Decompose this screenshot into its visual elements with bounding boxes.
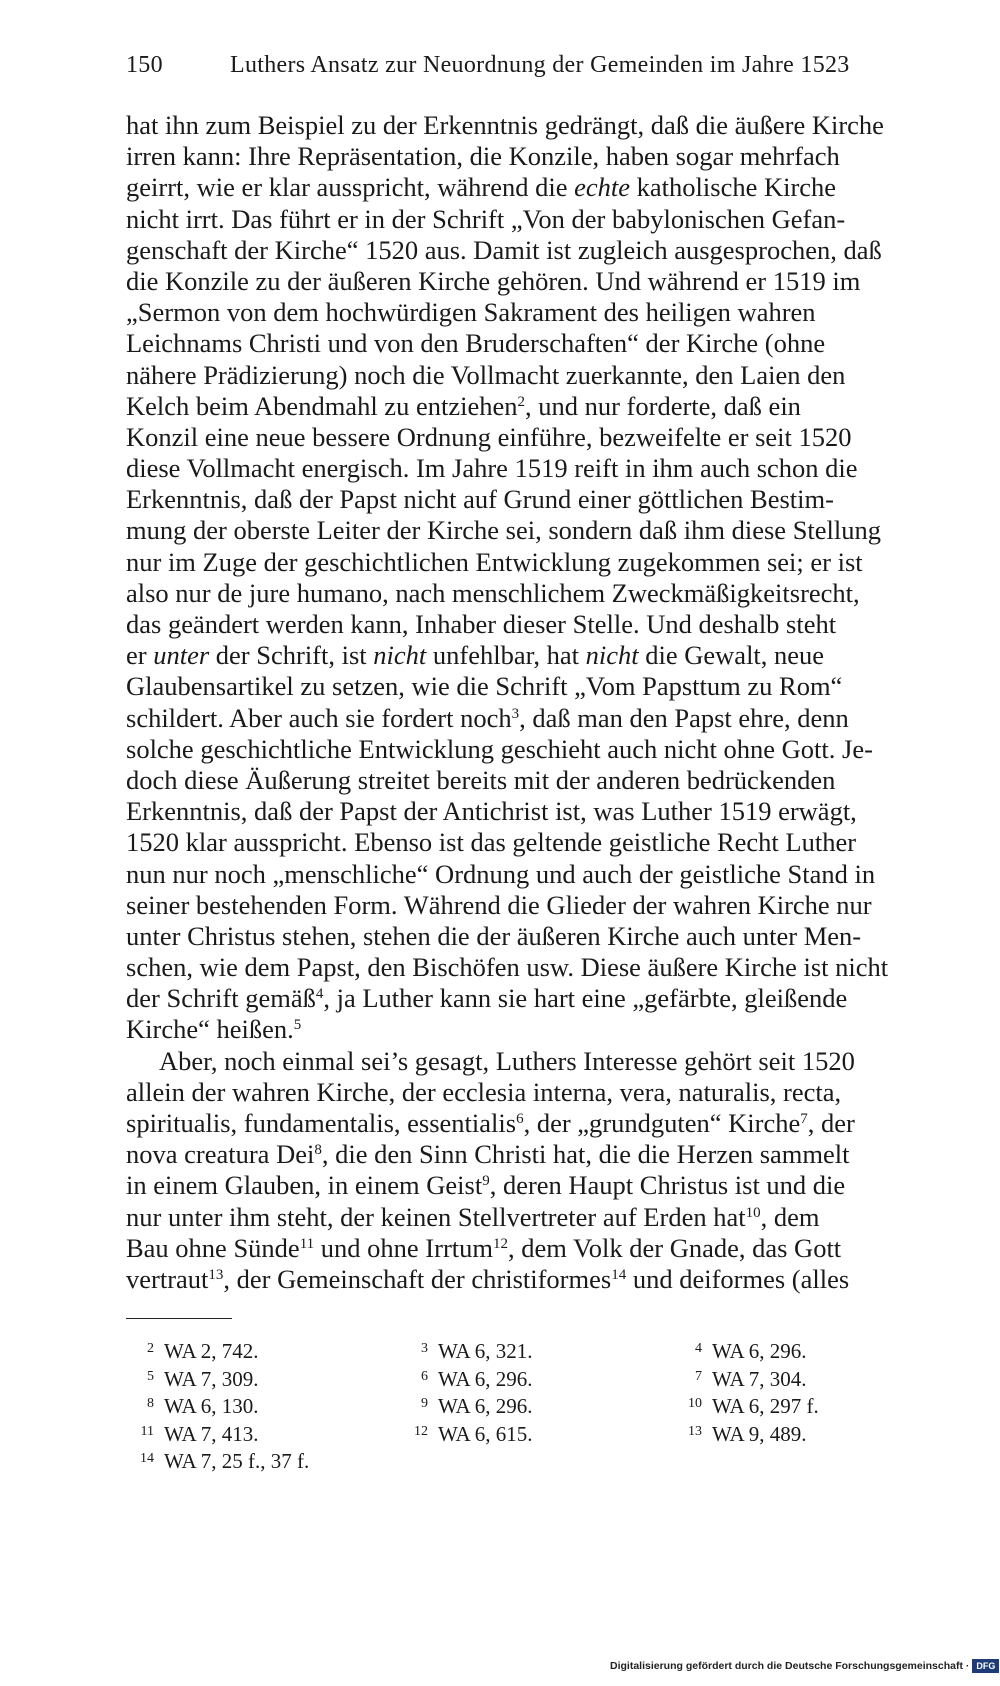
main-text — [126, 110, 956, 1295]
emphasis: unter — [153, 640, 210, 671]
text-line: die Konzile zu der äußeren Kirche gehören. Und während er 1519 im — [126, 265, 861, 296]
footnote-ref: 4 — [315, 986, 324, 1003]
page-header — [126, 52, 886, 86]
digitization-credit — [610, 1659, 998, 1677]
text-line: in einem Glauben, in einem Geist$^9$, deren Haupt Christus ist und die — [126, 1170, 846, 1201]
footnote-ref: 9 — [482, 1173, 490, 1190]
text-line: schen, wie dem Papst, den Bischöfen usw. Diese äußere Kirche ist nicht — [126, 952, 889, 983]
footnote: 3 WA 6, 321. — [421, 1339, 533, 1363]
footnote: 5 WA 7, 309. — [147, 1366, 259, 1391]
text-line: Bau ohne Sünde$^{11}$ und ohne Irrtum$^{12}$, dem Volk der Gnade, das Gott — [126, 1232, 842, 1263]
text-line: Leichnams Christi und von den Bruderschaften“ der Kirche (ohne — [126, 328, 826, 359]
text-line: nova creatura Dei$^8$, die den Sinn Christi hat, die die Herzen sammelt — [126, 1139, 850, 1170]
text-line: nur im Zuge der geschichtlichen Entwicklung zugekommen sei; er ist — [126, 546, 863, 577]
footnote-row — [126, 1338, 956, 1366]
footnote-ref: 3 — [511, 705, 520, 722]
footnote-row — [126, 1421, 956, 1449]
text-line: diese Vollmacht energisch. Im Jahre 1519 reift in ihm auch schon die — [126, 453, 858, 484]
credit-text: Digitalisierung gefördert durch die Deutsche Forschungsgemeinschaft · — [610, 1659, 970, 1672]
footnote: 8 WA 6, 130. — [147, 1394, 259, 1418]
text-line: vertraut$^{13}$, der Gemeinschaft der christiformes$^{14}$ und deiformes (alles — [126, 1263, 850, 1294]
footnote-ref: 10 — [745, 1204, 761, 1221]
footnotes — [126, 1338, 956, 1476]
emphasis: nicht — [373, 640, 427, 671]
text-line: Erkenntnis, daß der Papst der Antichrist ist, was Luther 1519 erwägt, — [126, 796, 857, 827]
text-line: Kelch beim Abendmahl zu entziehen$^2$, und nur forderte, daß ein — [126, 390, 801, 421]
footnote-ref: 2 — [517, 393, 525, 410]
emphasis: echte — [574, 172, 631, 203]
text-line: Aber, noch einmal sei’s gesagt, Luthers Interesse gehört seit 1520 — [159, 1045, 855, 1076]
dfg-logo: DFG — [972, 1659, 999, 1673]
text-line: nur unter ihm steht, der keinen Stellvertreter auf Erden hat$^{10}$, dem — [126, 1201, 820, 1232]
text-line: das geändert werden kann, Inhaber dieser Stelle. Und deshalb steht — [126, 609, 837, 639]
footnote-ref: 14 — [611, 1266, 627, 1283]
footnote-ref: 6 — [516, 1111, 524, 1127]
text-line: Konzil eine neue bessere Ordnung einführe, bezweifelte er seit 1520 — [126, 421, 852, 452]
page-number: 150 — [126, 52, 163, 78]
text-line: 1520 klar ausspricht. Ebenso ist das geltende geistliche Recht Luther — [126, 827, 857, 858]
footnote-ref: 12 — [493, 1235, 508, 1252]
footnote-row — [126, 1448, 956, 1476]
text-line: doch diese Äußerung streitet bereits mit der anderen bedrückenden — [126, 764, 836, 795]
text-line: also nur de jure humano, nach menschlichem Zweckmäßigkeitsrecht, — [126, 577, 860, 608]
footnote: 7 WA 7, 304. — [695, 1366, 807, 1391]
text-line: Glaubensartikel zu setzen, wie die Schrift „Vom Papsttum zu Rom“ — [126, 671, 843, 702]
footnote: 2 WA 2, 742. — [147, 1339, 259, 1363]
text-line: mung der oberste Leiter der Kirche sei, sondern daß ihm diese Stellung — [126, 515, 882, 546]
text-line: nähere Prädizierung) noch die Vollmacht zuerkannte, den Laien den — [126, 359, 846, 390]
footnote-row — [126, 1366, 956, 1394]
text-line: irren kann: Ihre Repräsentation, die Konzile, haben sogar mehrfach — [126, 141, 840, 172]
footnote: 11 WA 7, 413. — [140, 1421, 259, 1446]
footnote-ref: 13 — [208, 1266, 224, 1283]
footnote-ref: 5 — [293, 1017, 302, 1034]
running-head: Luthers Ansatz zur Neuordnung der Gemeinden im Jahre 1523 — [230, 52, 850, 78]
text-line: Erkenntnis, daß der Papst nicht auf Grund einer göttlichen Bestim- — [126, 484, 834, 515]
footnote: 9 WA 6, 296. — [421, 1394, 533, 1418]
text-line: nicht irrt. Das führt er in der Schrift „Von der babylonischen Gefan- — [126, 203, 846, 234]
text-line: genschaft der Kirche“ 1520 aus. Damit ist zugleich ausgesprochen, daß — [126, 234, 882, 265]
emphasis: nicht — [585, 640, 639, 671]
text-line: schildert. Aber auch sie fordert noch$^3$, daß man den Papst ehre, denn — [126, 702, 849, 733]
footnote: 4 WA 6, 296. — [695, 1339, 807, 1363]
text-line: seiner bestehenden Form. Während die Glieder der wahren Kirche nur — [126, 889, 872, 920]
footnote-ref: 11 — [299, 1235, 315, 1252]
text-line: unter Christus stehen, stehen die der äußeren Kirche auch unter Men- — [126, 920, 862, 951]
footnote-row — [126, 1393, 956, 1421]
text-line: nun nur noch „menschliche“ Ordnung und auch der geistliche Stand in — [126, 858, 876, 889]
footnote: 13 WA 9, 489. — [688, 1421, 807, 1446]
footnote: 6 WA 6, 296. — [421, 1366, 533, 1391]
footnote: 12 WA 6, 615. — [414, 1421, 533, 1446]
footnote-ref: 7 — [800, 1111, 808, 1127]
text-line: „Sermon von dem hochwürdigen Sakrament des heiligen wahren — [126, 297, 816, 328]
text-line: spiritualis, fundamentalis, essentialis$^6$, der „grundguten“ Kirche$^7$, der — [126, 1108, 855, 1138]
text-line: allein der wahren Kirche, der ecclesia interna, vera, naturalis, recta, — [126, 1076, 842, 1107]
footnote-divider — [126, 1318, 232, 1319]
footnote-ref: 8 — [314, 1142, 322, 1159]
footnote: 10 WA 6, 297 f. — [688, 1394, 819, 1418]
text-line: er unter der Schrift, ist nicht unfehlbar, hat nicht die Gewalt, neue — [126, 640, 825, 671]
text-line: hat ihn zum Beispiel zu der Erkenntnis gedrängt, daß die äußere Kirche — [126, 110, 884, 140]
text-line: der Schrift gemäß$^4$, ja Luther kann sie hart eine „gefärbte, gleißende — [126, 983, 848, 1014]
text-line: Kirche“ heißen.$^5$ — [126, 1014, 302, 1045]
text-line: geirrt, wie er klar ausspricht, während die echte katholische Kirche — [126, 172, 837, 203]
footnote: 14 WA 7, 25 f., 37 f. — [140, 1449, 310, 1473]
text-line: solche geschichtliche Entwicklung geschieht auch nicht ohne Gott. Je- — [126, 733, 873, 764]
